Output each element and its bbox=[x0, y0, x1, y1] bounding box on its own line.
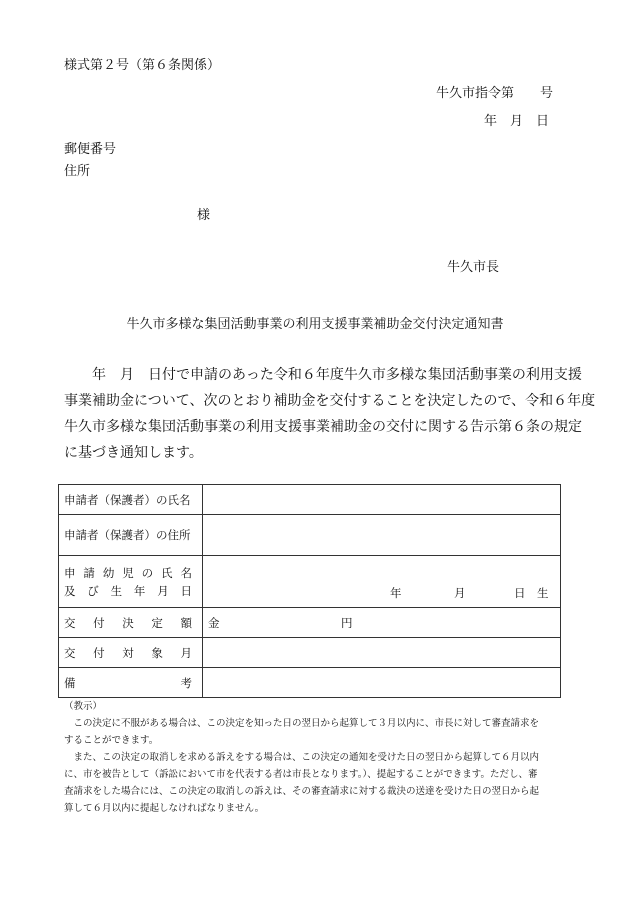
label-char: 交 bbox=[64, 645, 76, 660]
label-char: 付 bbox=[93, 645, 105, 660]
notice-line: 算して６月以内に提起しなければなりません。 bbox=[64, 803, 265, 814]
grant-amount-label bbox=[59, 608, 203, 638]
label-char: 氏 bbox=[161, 565, 173, 580]
table-row bbox=[59, 608, 561, 638]
label-char: 月 bbox=[157, 583, 169, 598]
postal-code-label: 郵便番号 bbox=[64, 142, 117, 157]
label-char: 象 bbox=[151, 645, 163, 660]
label-char: 名 bbox=[180, 565, 192, 580]
notice-line: この決定に不服がある場合は、この決定を知った日の翌日から起算して３月以内に、市長に対して審査請求を bbox=[64, 718, 540, 729]
label-char: 申 bbox=[64, 565, 76, 580]
address-label: 住所 bbox=[64, 164, 91, 179]
grant-info-table bbox=[58, 484, 561, 698]
applicant-address-label: 申請者（保護者）の住所 bbox=[59, 515, 203, 556]
notice-line: 査請求をした場合には、この決定の取消しの訴えは、その審査請求に対する裁決の送達を受けた日の翌日から起 bbox=[64, 786, 540, 797]
notice-line: に、市を被告として（訴訟において市を代表する者は市長となります。）、提起することができます。ただし、審 bbox=[64, 769, 538, 780]
table-row bbox=[59, 485, 561, 515]
body-line: に基づき通知します。 bbox=[64, 445, 203, 461]
appeal-notice bbox=[64, 698, 564, 817]
label-char: 額 bbox=[180, 615, 192, 630]
table-row bbox=[59, 668, 561, 698]
remarks-label bbox=[59, 668, 203, 698]
label-char: 児 bbox=[122, 565, 134, 580]
money-prefix: 金 bbox=[208, 616, 220, 630]
child-birth-label bbox=[64, 582, 192, 600]
label-char: 年 bbox=[133, 583, 146, 598]
label-char: 決 bbox=[122, 615, 134, 630]
applicant-address-value bbox=[203, 515, 561, 556]
birth-suffix-label: 生 bbox=[537, 586, 549, 600]
remarks-value bbox=[203, 668, 561, 698]
birth-year-label: 年 bbox=[390, 586, 402, 600]
child-name-birth-label bbox=[59, 556, 203, 608]
label-char: 付 bbox=[93, 615, 105, 630]
label-char: 及 bbox=[64, 583, 76, 598]
birth-day-label: 日 bbox=[514, 586, 526, 600]
table-row bbox=[59, 515, 561, 556]
label-char: 月 bbox=[180, 645, 192, 660]
birth-month-label: 月 bbox=[454, 586, 466, 600]
label-char: の bbox=[141, 565, 154, 580]
notice-line: また、この決定の取消しを求める訴えをする場合は、この決定の通知を受けた日の翌日から起算して６月以内 bbox=[64, 752, 540, 763]
document-title: 牛久市多様な集団活動事業の利用支援事業補助金交付決定通知書 bbox=[126, 317, 504, 332]
table-row bbox=[59, 556, 561, 608]
label-char: 定 bbox=[151, 615, 163, 630]
grant-amount-value bbox=[203, 608, 561, 638]
money-unit: 円 bbox=[341, 616, 353, 630]
target-month-label bbox=[59, 638, 203, 668]
label-char: 備 bbox=[64, 675, 76, 690]
applicant-name-value bbox=[203, 485, 561, 515]
body-line: 牛久市多様な集団活動事業の利用支援事業補助金の交付に関する告示第６条の規定 bbox=[64, 419, 582, 435]
label-char: 日 bbox=[180, 583, 192, 598]
issuer-mayor: 牛久市長 bbox=[447, 260, 500, 275]
honorific-sama: 様 bbox=[197, 208, 211, 223]
notice-line: することができます。 bbox=[64, 735, 159, 746]
body-line: 事業補助金について、次のとおり補助金を交付することを決定したので、令和６年度 bbox=[64, 393, 596, 409]
child-name-label bbox=[64, 564, 192, 582]
child-name-birth-value bbox=[203, 556, 561, 608]
target-month-value bbox=[203, 638, 561, 668]
label-char: 幼 bbox=[102, 565, 115, 580]
body-paragraph bbox=[64, 362, 596, 466]
body-line: 年 月 日付で申請のあった令和６年度牛久市多様な集団活動事業の利用支援 bbox=[64, 367, 582, 383]
label-char: 交 bbox=[64, 615, 76, 630]
label-char: 生 bbox=[110, 583, 123, 598]
table-row bbox=[59, 638, 561, 668]
form-number: 様式第２号（第６条関係） bbox=[64, 58, 221, 73]
order-number: 牛久市指令第 号 bbox=[436, 86, 554, 101]
notice-heading: （教示） bbox=[64, 701, 103, 712]
applicant-name-label: 申請者（保護者）の氏名 bbox=[59, 485, 203, 515]
label-char: 対 bbox=[122, 645, 134, 660]
label-char: 請 bbox=[83, 565, 95, 580]
label-char: び bbox=[87, 583, 99, 598]
label-char: 考 bbox=[180, 675, 192, 690]
issue-date: 年 月 日 bbox=[484, 114, 550, 129]
